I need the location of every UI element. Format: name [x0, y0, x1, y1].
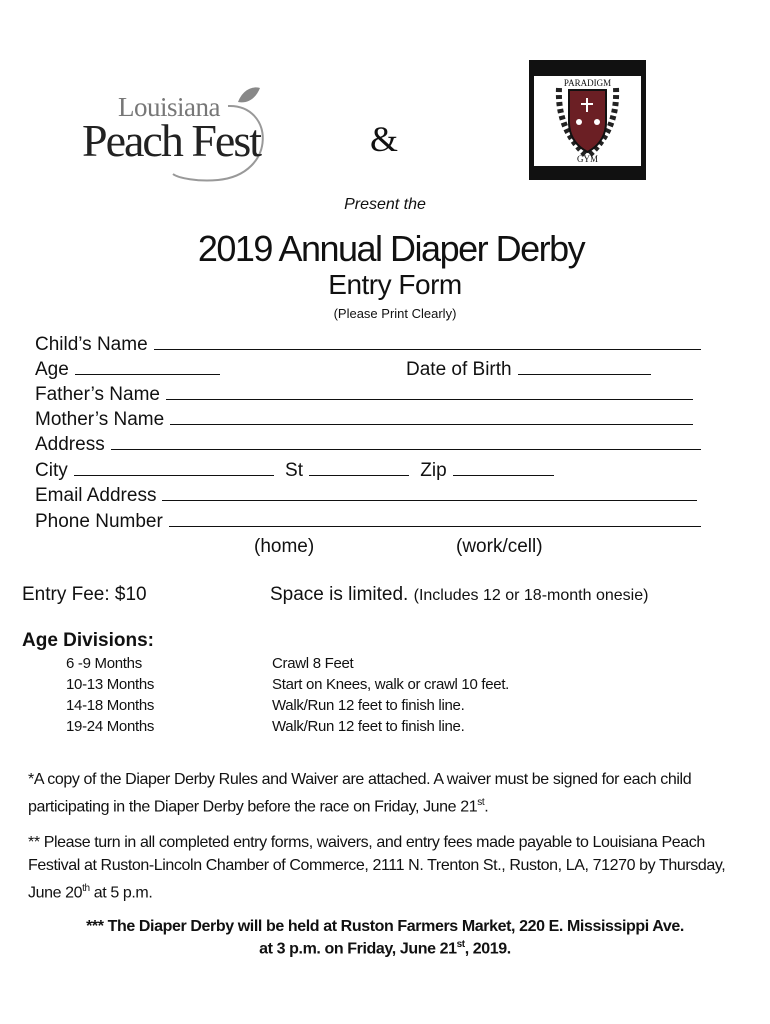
event-time-text: at 3 p.m. on Friday, June 21 — [259, 940, 457, 958]
event-location: *** The Diaper Derby will be held at Ruston Farmers Market, 220 E. Mississippi Ave. — [86, 918, 684, 935]
age-row — [35, 358, 220, 381]
ampersand: & — [370, 119, 399, 159]
city-row — [35, 459, 554, 482]
event-time — [0, 939, 770, 958]
page-title: 2019 Annual Diaper Derby — [197, 228, 585, 269]
svg-text:GYM: GYM — [576, 154, 599, 164]
home-phone-label: (home) — [254, 536, 315, 557]
work-phone-label: (work/cell) — [456, 536, 543, 557]
waiver-note — [28, 768, 758, 818]
event-time-sup: st — [456, 939, 465, 950]
father-name-field[interactable] — [166, 383, 693, 400]
address-label: Address — [35, 434, 105, 455]
division-desc: Start on Knees, walk or crawl 10 feet. — [272, 676, 510, 693]
division-age: 10-13 Months — [66, 676, 155, 693]
dob-field[interactable] — [518, 358, 651, 375]
submission-note-end: at 5 p.m. — [89, 884, 153, 902]
child-name-label: Child’s Name — [35, 334, 148, 355]
submission-note — [28, 831, 758, 904]
email-row — [35, 484, 697, 507]
division-desc: Walk/Run 12 feet to finish line. — [272, 697, 465, 714]
phone-row — [35, 510, 701, 533]
space-limited-row — [270, 584, 648, 606]
submission-note-sup: th — [82, 883, 90, 894]
print-clearly-note: (Please Print Clearly) — [333, 306, 457, 321]
father-row — [35, 383, 693, 406]
division-age: 19-24 Months — [66, 718, 155, 735]
zip-label: Zip — [420, 460, 447, 481]
waiver-note-sup: st — [477, 797, 485, 808]
mother-name-field[interactable] — [170, 408, 693, 425]
phone-field[interactable] — [169, 510, 701, 527]
mother-name-label: Mother’s Name — [35, 409, 165, 430]
phone-label: Phone Number — [35, 511, 163, 532]
state-field[interactable] — [309, 459, 409, 476]
mother-row — [35, 408, 693, 431]
present-text: Present the — [344, 196, 426, 213]
age-field[interactable] — [75, 358, 220, 375]
state-label: St — [285, 460, 303, 481]
age-divisions-heading: Age Divisions: — [22, 630, 154, 651]
logo-peach-fest-text: Peach Fest — [82, 115, 261, 166]
division-age: 14-18 Months — [66, 697, 155, 714]
division-desc: Walk/Run 12 feet to finish line. — [272, 718, 465, 735]
logo-louisiana-text: Louisiana — [118, 92, 220, 122]
dob-label: Date of Birth — [406, 359, 512, 380]
division-desc: Crawl 8 Feet — [272, 655, 354, 672]
svg-text:PARADIGM: PARADIGM — [563, 78, 612, 88]
address-row — [35, 433, 701, 456]
city-label: City — [35, 460, 68, 481]
division-age: 6 -9 Months — [66, 655, 142, 672]
onesie-note: (Includes 12 or 18-month onesie) — [413, 587, 649, 604]
paradigm-gym-logo — [529, 60, 646, 180]
zip-field[interactable] — [453, 459, 554, 476]
space-limited: Space is limited. — [270, 584, 409, 605]
form-subtitle: Entry Form — [328, 269, 462, 300]
father-name-label: Father’s Name — [35, 384, 160, 405]
event-time-end: , 2019. — [464, 940, 511, 958]
entry-fee: Entry Fee: $10 — [22, 584, 147, 605]
address-field[interactable] — [111, 433, 701, 450]
age-label: Age — [35, 359, 69, 380]
email-label: Email Address — [35, 485, 157, 506]
child-name-row — [35, 333, 701, 356]
email-field[interactable] — [162, 484, 697, 501]
submission-note-text: ** Please turn in all completed entry forms, waivers, and entry fees made payable to Louisiana Peach Festival at Ruston-Lincoln Chamber of Commerce, 2111 N. Trenton St., Ruston, LA, 71270 by Thursday, June 20 — [28, 834, 726, 902]
city-field[interactable] — [74, 459, 274, 476]
dob-row — [406, 358, 651, 381]
child-name-field[interactable] — [154, 333, 701, 350]
waiver-note-end: . — [484, 798, 489, 816]
waiver-note-text: *A copy of the Diaper Derby Rules and Waiver are attached. A waiver must be signed for each child participating in the Diaper Derby before the race on Friday, June 21 — [28, 771, 692, 816]
